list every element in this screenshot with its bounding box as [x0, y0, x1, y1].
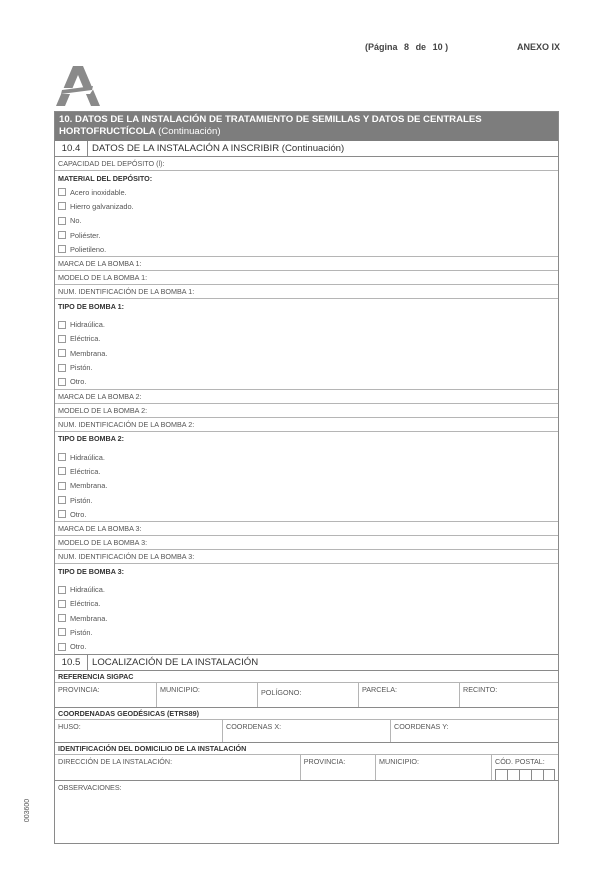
- checkbox[interactable]: [58, 496, 66, 504]
- subsection-title: LOCALIZACIÓN DE LA INSTALACIÓN: [92, 656, 259, 668]
- option-label: Eléctrica.: [70, 466, 101, 476]
- subsection-title: DATOS DE LA INSTALACIÓN A INSCRIBIR (Continuación): [92, 143, 345, 154]
- option-label: Pistón.: [70, 363, 93, 373]
- checkbox[interactable]: [58, 614, 66, 622]
- form-code: 003600: [24, 798, 32, 823]
- sigpac-label: REFERENCIA SIGPAC: [55, 671, 558, 683]
- num-bomba-2-field[interactable]: NUM. IDENTIFICACIÓN DE LA BOMBA 2:: [55, 418, 558, 432]
- coord-y-field[interactable]: COORDENAS Y:: [394, 721, 449, 731]
- domicilio-row: [55, 755, 558, 781]
- tipo-option[interactable]: [55, 332, 558, 346]
- municipio-field[interactable]: MUNICIPIO:: [157, 683, 258, 707]
- material-group: [55, 171, 558, 257]
- checkbox[interactable]: [58, 335, 66, 343]
- junta-andalucia-logo-icon: [56, 66, 100, 106]
- option-label: Otro.: [70, 377, 87, 387]
- observaciones-field[interactable]: OBSERVACIONES:: [58, 782, 122, 792]
- tipo-option[interactable]: [55, 625, 558, 639]
- tipo-option[interactable]: [55, 375, 558, 389]
- checkbox[interactable]: [58, 349, 66, 357]
- checkbox[interactable]: [58, 321, 66, 329]
- subsection-number: 10.5: [55, 655, 88, 670]
- page-of: de: [415, 42, 427, 52]
- tipo-option[interactable]: [55, 317, 558, 331]
- option-label: Hidraúlica.: [70, 320, 105, 330]
- tipo-option[interactable]: [55, 640, 558, 654]
- parcela-field[interactable]: PARCELA:: [359, 683, 460, 707]
- annex-label: ANEXO IX: [517, 42, 561, 52]
- option-label: Acero inoxidable.: [70, 187, 127, 197]
- coords-row: [55, 720, 558, 743]
- domicilio-label: IDENTIFICACIÓN DEL DOMICILIO DE LA INSTALACIÓN: [55, 743, 558, 755]
- material-option[interactable]: [55, 228, 558, 242]
- recinto-field[interactable]: RECINTO:: [463, 684, 498, 694]
- material-option[interactable]: [55, 214, 558, 228]
- subsection-number: 10.4: [55, 141, 88, 156]
- option-label: Otro.: [70, 509, 87, 519]
- coord-x-field[interactable]: COORDENAS X:: [223, 720, 391, 742]
- option-label: Eléctrica.: [70, 599, 101, 609]
- tipo-bomba-2-group: [55, 432, 558, 522]
- tipo-option[interactable]: [55, 450, 558, 464]
- option-label: Hidraúlica.: [70, 452, 105, 462]
- postal-boxes[interactable]: [495, 769, 555, 781]
- checkbox[interactable]: [58, 231, 66, 239]
- tipo-option[interactable]: [55, 507, 558, 521]
- checkbox[interactable]: [58, 202, 66, 210]
- tipo-bomba-3-label: TIPO DE BOMBA 3:: [58, 566, 125, 576]
- tipo-option[interactable]: [55, 493, 558, 507]
- tipo-option[interactable]: [55, 346, 558, 360]
- section-10-cont: (Continuación): [158, 126, 221, 137]
- tipo-option[interactable]: [55, 582, 558, 596]
- checkbox[interactable]: [58, 217, 66, 225]
- option-label: No.: [70, 216, 82, 226]
- option-label: Pistón.: [70, 627, 93, 637]
- provincia-field[interactable]: PROVINCIA:: [55, 683, 157, 707]
- checkbox[interactable]: [58, 643, 66, 651]
- option-label: Hierro galvanizado.: [70, 201, 134, 211]
- checkbox[interactable]: [58, 482, 66, 490]
- num-bomba-3-field[interactable]: NUM. IDENTIFICACIÓN DE LA BOMBA 3:: [55, 550, 558, 564]
- checkbox[interactable]: [58, 628, 66, 636]
- tipo-option[interactable]: [55, 360, 558, 374]
- option-label: Polietileno.: [70, 244, 107, 254]
- modelo-bomba-2-field[interactable]: MODELO DE LA BOMBA 2:: [55, 404, 558, 418]
- checkbox[interactable]: [58, 510, 66, 518]
- modelo-bomba-1-field[interactable]: MODELO DE LA BOMBA 1:: [55, 271, 558, 285]
- capacidad-field[interactable]: CAPACIDAD DEL DEPÓSITO (l):: [55, 157, 558, 171]
- checkbox[interactable]: [58, 467, 66, 475]
- poligono-field[interactable]: POLÍGONO:: [258, 683, 359, 707]
- material-label: MATERIAL DEL DEPÓSITO:: [58, 173, 153, 183]
- cod-postal-label: CÓD. POSTAL:: [495, 756, 545, 766]
- marca-bomba-1-field[interactable]: MARCA DE LA BOMBA 1:: [55, 257, 558, 271]
- checkbox[interactable]: [58, 188, 66, 196]
- tipo-bomba-1-group: [55, 299, 558, 389]
- subsection-10-5: [55, 655, 558, 671]
- subsection-10-4: [55, 141, 558, 157]
- num-bomba-1-field[interactable]: NUM. IDENTIFICACIÓN DE LA BOMBA 1:: [55, 285, 558, 299]
- option-label: Otro.: [70, 642, 87, 652]
- huso-field[interactable]: HUSO:: [55, 720, 223, 742]
- tipo-bomba-2-label: TIPO DE BOMBA 2:: [58, 434, 125, 444]
- option-label: Membrana.: [70, 348, 108, 358]
- checkbox[interactable]: [58, 586, 66, 594]
- option-label: Eléctrica.: [70, 334, 101, 344]
- form-container: [54, 111, 559, 844]
- cod-postal-field[interactable]: [492, 755, 558, 780]
- coords-label: COORDENADAS GEODÉSICAS (ETRS89): [55, 708, 558, 720]
- tipo-option[interactable]: [55, 464, 558, 478]
- section-10-title: 10. DATOS DE LA INSTALACIÓN DE TRATAMIENTO DE SEMILLAS Y DATOS DE CENTRALES HORTOFRUCTÍCOLA: [59, 114, 482, 137]
- page-label: (Página: [365, 42, 398, 52]
- material-option[interactable]: [55, 242, 558, 256]
- material-option[interactable]: [55, 185, 558, 199]
- tipo-option[interactable]: [55, 597, 558, 611]
- option-label: Pistón.: [70, 495, 93, 505]
- checkbox[interactable]: [58, 245, 66, 253]
- municipio-field[interactable]: MUNICIPIO:: [376, 755, 492, 780]
- provincia-field[interactable]: PROVINCIA:: [301, 755, 376, 780]
- page-total: 10 ): [432, 42, 449, 52]
- tipo-bomba-3-group: [55, 564, 558, 654]
- checkbox[interactable]: [58, 378, 66, 386]
- option-label: Poliéster.: [70, 230, 101, 240]
- option-label: Membrana.: [70, 481, 108, 491]
- option-label: Hidraúlica.: [70, 585, 105, 595]
- tipo-bomba-1-label: TIPO DE BOMBA 1:: [58, 301, 125, 311]
- marca-bomba-2-field[interactable]: MARCA DE LA BOMBA 2:: [55, 390, 558, 404]
- checkbox[interactable]: [58, 600, 66, 608]
- checkbox[interactable]: [58, 364, 66, 372]
- section-10-header: [55, 112, 558, 141]
- modelo-bomba-3-field[interactable]: MODELO DE LA BOMBA 3:: [55, 536, 558, 550]
- sigpac-row: [55, 683, 558, 708]
- page-number: [365, 42, 452, 52]
- material-option[interactable]: [55, 199, 558, 213]
- option-label: Membrana.: [70, 613, 108, 623]
- marca-bomba-3-field[interactable]: MARCA DE LA BOMBA 3:: [55, 522, 558, 536]
- checkbox[interactable]: [58, 453, 66, 461]
- page-current: 8: [404, 42, 410, 52]
- tipo-option[interactable]: [55, 611, 558, 625]
- direccion-field[interactable]: DIRECCIÓN DE LA INSTALACIÓN:: [55, 755, 301, 780]
- tipo-option[interactable]: [55, 479, 558, 493]
